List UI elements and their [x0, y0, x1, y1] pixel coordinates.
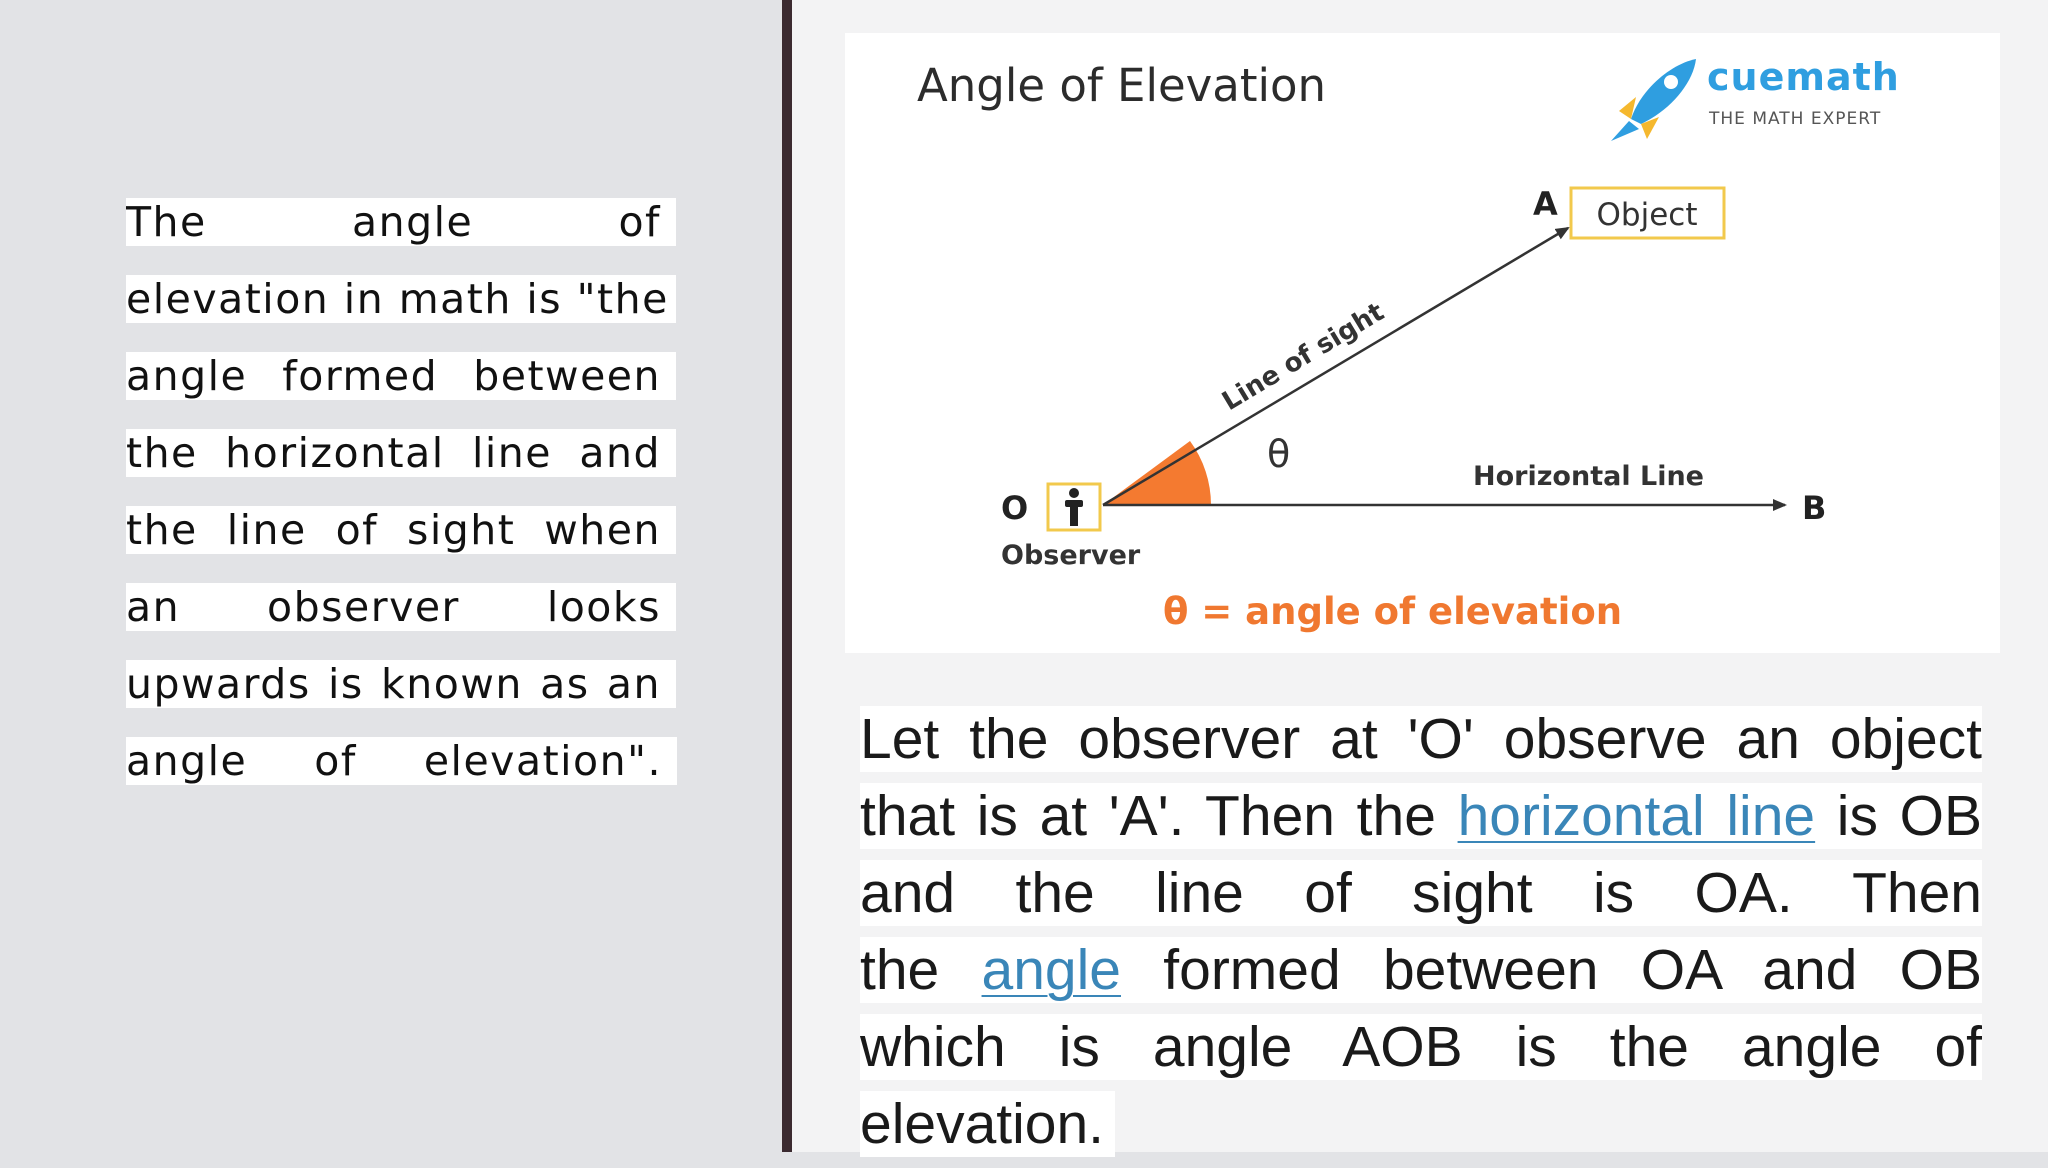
definition-line: elevation in math is "the — [126, 275, 676, 323]
definition-line: angle of elevation". — [126, 737, 677, 785]
explanation-line — [860, 937, 1982, 1003]
theta-label: θ — [1267, 432, 1291, 476]
explanation-line: and the line of sight is OA. Then — [860, 861, 1982, 925]
line-of-sight-label: Line of sight — [1217, 297, 1390, 418]
point-a-label: A — [1533, 185, 1558, 223]
explanation-line: elevation. — [860, 1091, 1115, 1157]
horizontal-line-label: Horizontal Line — [1473, 461, 1704, 492]
diagram-canvas — [845, 33, 2000, 653]
definition-line: upwards is known as an — [126, 660, 676, 708]
explanation-line: which is angle AOB is the angle of — [860, 1015, 1982, 1079]
definition-paragraph — [126, 198, 676, 814]
brand-tagline: THE MATH EXPERT — [1709, 109, 1882, 129]
object-label: Object — [1596, 197, 1698, 233]
elevation-diagram — [845, 33, 2000, 653]
explanation-paragraph — [860, 706, 1982, 1168]
explanation-text: that is at 'A'. Then the — [860, 784, 1458, 848]
panel-divider — [782, 0, 792, 1152]
point-b-label: B — [1802, 489, 1827, 527]
definition-line: an observer looks — [126, 583, 676, 631]
brand-name: cuemath — [1707, 55, 1900, 99]
explanation-text: formed between OA and OB — [1121, 938, 1982, 1002]
observer-label: Observer — [1001, 540, 1141, 571]
explanation-text: is OB — [1815, 784, 1982, 848]
point-o-label: O — [1001, 489, 1029, 527]
angle-link[interactable]: angle — [981, 938, 1121, 1002]
definition-line: the line of sight when — [126, 506, 676, 554]
definition-line: The angle of — [126, 198, 676, 246]
explanation-text: the — [860, 938, 982, 1002]
diagram-title: Angle of Elevation — [917, 59, 1327, 112]
definition-line: angle formed between — [126, 352, 676, 400]
left-panel — [0, 0, 782, 1152]
explanation-line: Let the observer at 'O' observe an object — [860, 707, 1982, 771]
horizontal-line-link[interactable]: horizontal line — [1457, 784, 1816, 848]
definition-line: the horizontal line and — [126, 429, 676, 477]
explanation-line — [860, 783, 1982, 849]
angle-caption: θ = angle of elevation — [1163, 590, 1623, 633]
